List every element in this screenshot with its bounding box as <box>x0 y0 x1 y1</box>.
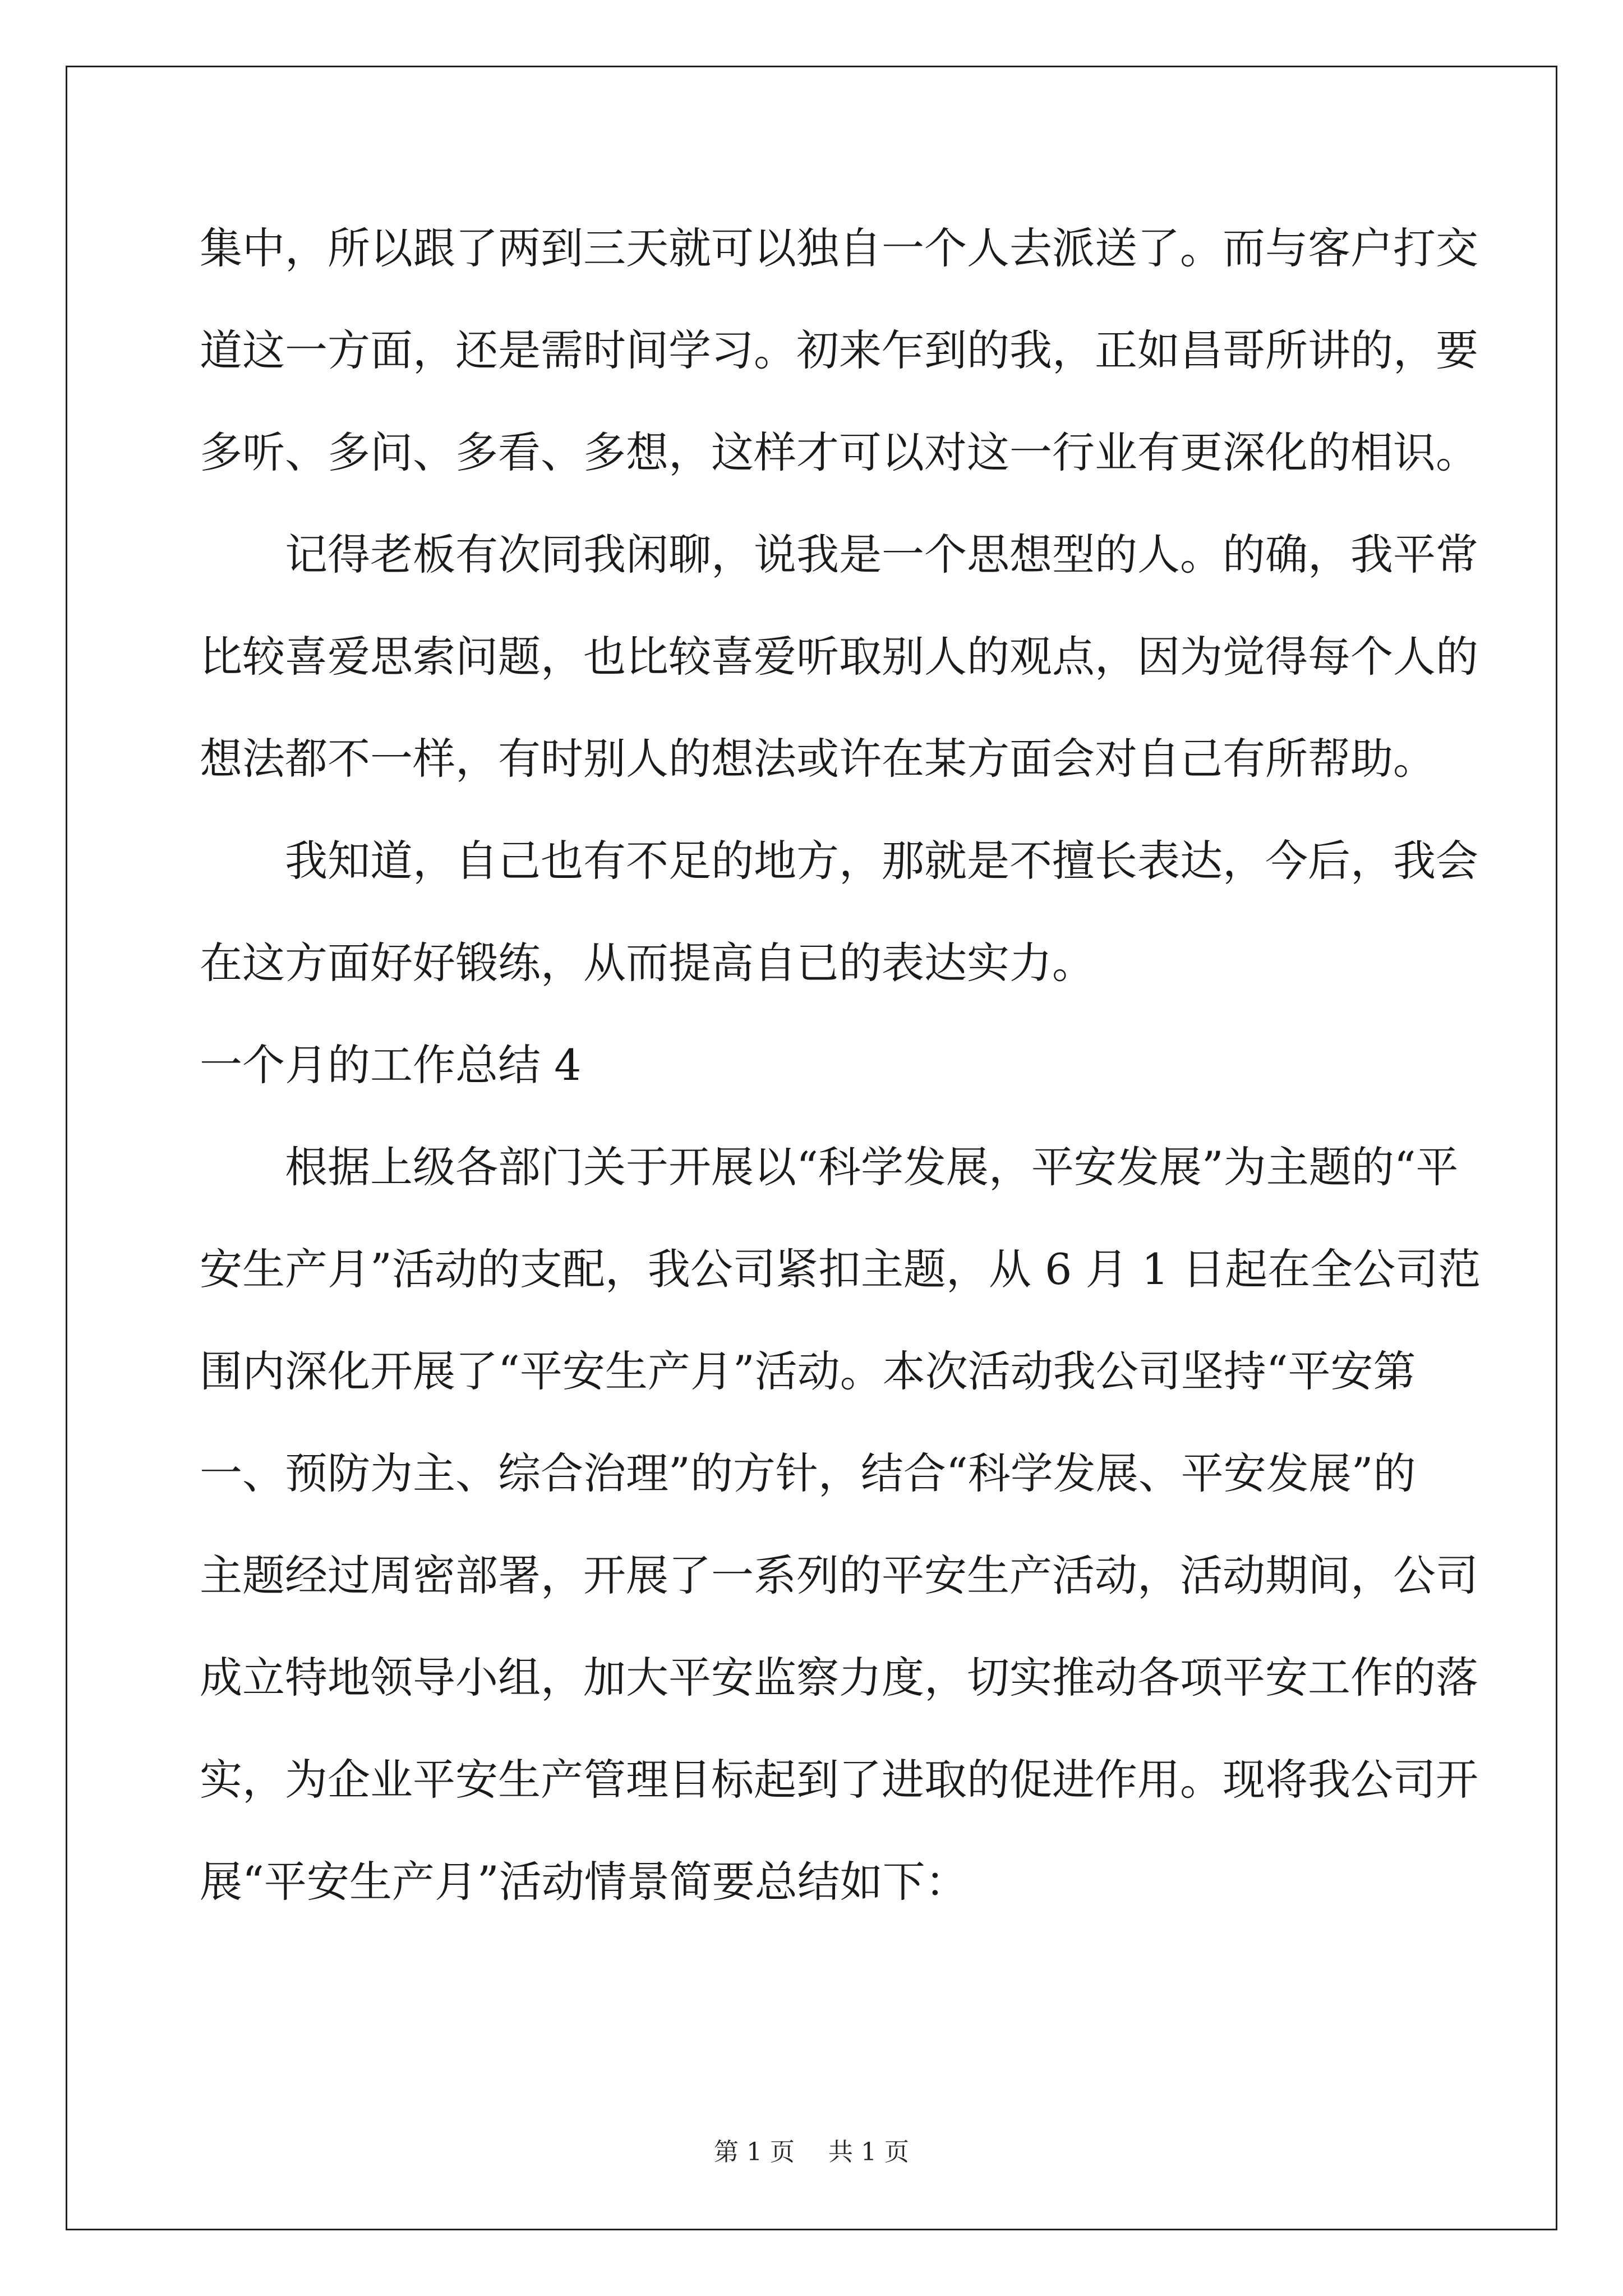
page-footer <box>0 2132 1623 2168</box>
heading-text: 一个月的工作总结 4 <box>200 1040 582 1090</box>
text-line: 在这方面好好锻练，从而提高自已的表达实力。 <box>200 938 1095 988</box>
text-line: 想法都不一样，有时别人的想法或许在某方面会对自己有所帮助。 <box>200 734 1436 784</box>
text-line: 道这一方面，还是需时间学习。初来乍到的我，正如昌哥所讲的，要 <box>200 325 1478 375</box>
text-line: 多听、多问、多看、多想，这样才可以对这一行业有更深化的相识。 <box>200 427 1478 477</box>
section-heading <box>200 1014 1433 1116</box>
text-line: 展“平安生产月”活动情景简要总结如下： <box>200 1857 968 1907</box>
paragraph <box>200 1116 1481 1933</box>
paragraph <box>200 810 1478 1014</box>
text-line: 成立特地领导小组，加大平安监察力度，切实推动各项平安工作的落 <box>200 1653 1478 1703</box>
text-line: 实，为企业平安生产管理目标起到了进取的促进作用。现将我公司开 <box>200 1755 1478 1805</box>
page-count: 共 1 页 <box>828 2138 909 2166</box>
paragraph <box>200 197 1478 504</box>
document-body <box>200 197 1481 1933</box>
text-line: 主题经过周密部署，开展了一系列的平安生产活动，活动期间，公司 <box>200 1550 1478 1600</box>
text-line: 一、预防为主、综合治理”的方针，结合“科学发展、平安发展”的 <box>200 1448 1416 1498</box>
text-line: 安生产月”活动的支配，我公司紧扣主题，从 6 月 1 日起在全公司范 <box>200 1244 1481 1294</box>
text-line: 记得老板有次同我闲聊，说我是一个思想型的人。的确，我平常 <box>285 530 1478 579</box>
text-line: 围内深化开展了“平安生产月”活动。本次活动我公司坚持“平安第 <box>200 1346 1416 1396</box>
page-number: 第 1 页 <box>714 2138 795 2166</box>
text-line: 集中，所以跟了两到三天就可以独自一个人去派送了。而与客户打交 <box>200 223 1478 273</box>
text-line: 我知道，自己也有不足的地方，那就是不擅长表达，今后，我会 <box>285 836 1478 886</box>
paragraph <box>200 504 1478 810</box>
text-line: 比较喜爱思索问题，也比较喜爱听取别人的观点，因为觉得每个人的 <box>200 632 1478 682</box>
text-line: 根据上级各部门关于开展以“科学发展，平安发展”为主题的“平 <box>285 1142 1459 1192</box>
